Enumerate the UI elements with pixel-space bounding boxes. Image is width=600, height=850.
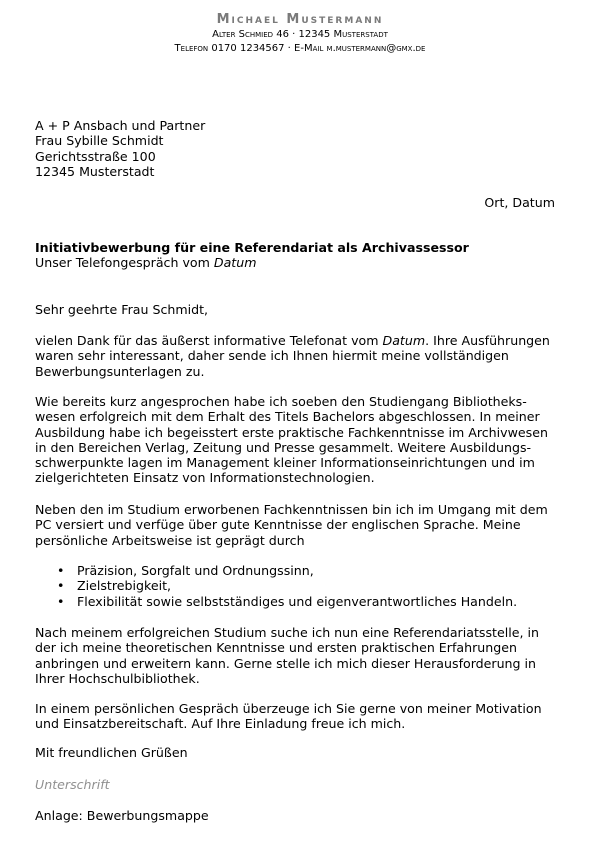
recipient-person: Frau Sybille Schmidt <box>35 133 164 149</box>
subject-date-placeholder: Datum <box>213 255 257 271</box>
subject-reference-text: Unser Telefongespräch vom <box>35 255 214 271</box>
subject-title: Initiativbewerbung für eine Referendariat als Archivassessor <box>35 240 469 255</box>
recipient-city: 12345 Musterstadt <box>35 163 155 179</box>
signature-placeholder: Unterschrift <box>35 777 110 792</box>
qualities-list <box>35 563 560 609</box>
salutation: Sehr geehrte Frau Schmidt, <box>35 302 209 317</box>
bullet-icon: • <box>57 578 65 594</box>
attachment-note: Anlage: Bewerbungsmappe <box>35 808 209 823</box>
subject-reference <box>35 255 560 270</box>
paragraph-4: Nach meinem erfolgreichen Studium suche ich nun eine Referendariatsstelle, in der ich meine theoretischen Kenntnisse und ersten praktischen Erfahrungen anbringen und erweitern kann. Gerne stelle ich mich dieser Herausforderung in Ihrer Hochschulbibliothek. <box>35 625 539 686</box>
bullet-icon: • <box>57 593 65 609</box>
list-item: • Flexibilität sowie selbstständiges und eigenverantwortliches Handeln. <box>57 593 518 609</box>
paragraph-1-text-b: . Ihre Ausführungen waren sehr interessant, daher sende ich Ihnen hiermit meine vollständigen Bewerbungsunterlagen zu. <box>35 333 550 379</box>
recipient-street: Gerichtsstraße 100 <box>35 148 156 164</box>
paragraph-1-text-a: vielen Dank für das äußerst informative Telefonat vom <box>35 333 383 348</box>
paragraph-3: Neben den im Studium erworbenen Fachkenntnissen bin ich im Umgang mit dem PC versiert und verfüge über gute Kenntnisse der englischen Sprache. Meine persönliche Arbeitsweise ist geprägt durch <box>35 502 548 548</box>
recipient-address <box>35 118 560 179</box>
paragraph-2: Wie bereits kurz angesprochen habe ich soeben den Studiengang Bibliotheks-wesen erfolgreich mit dem Erhalt des Titels Bachelors abgeschlossen. In meiner Ausbildung habe ich begeisstert erste praktische Fachkenntnisse im Archivwesen in den Bereichen Verlag, Zeitung und Presse gesammelt. Weitere Ausbildungs-schwerpunkte lagen im Management kleiner Informationseinrichtungen und im zielgerichteten Einsatz von Informationstechnologien. <box>35 394 548 486</box>
sender-contact: Telefon 0170 1234567 · E-Mail m.mustermann@gmx.de <box>174 43 426 54</box>
sender-name: Michael Mustermann <box>216 12 384 27</box>
list-item: • Präzision, Sorgfalt und Ordnungssinn, <box>57 563 314 578</box>
bullet-icon: • <box>57 563 65 578</box>
letter-date: Ort, Datum <box>484 195 555 210</box>
sender-address: Alter Schmied 46 · 12345 Musterstadt <box>212 29 388 40</box>
recipient-company: A + P Ansbach und Partner <box>35 118 206 133</box>
closing: Mit freundlichen Grüßen <box>35 745 188 760</box>
subject-block <box>35 240 560 271</box>
paragraph-5: In einem persönlichen Gespräch überzeuge ich Sie gerne von meiner Motivation und Einsatzbereitschaft. Auf Ihre Einladung freue ich mich. <box>35 701 542 732</box>
paragraph-1-date-placeholder: Datum <box>382 333 426 348</box>
paragraph-1 <box>35 333 560 379</box>
list-item: • Zielstrebigkeit, <box>57 578 172 594</box>
